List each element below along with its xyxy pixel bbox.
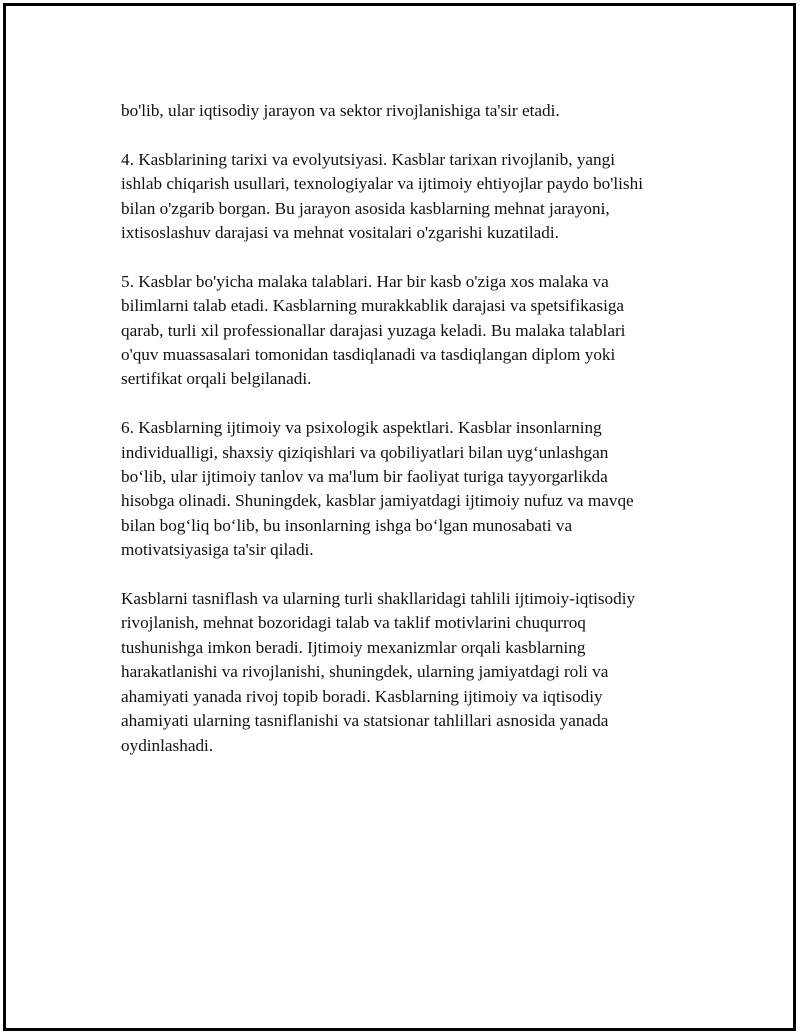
text-line: sertifikat orqali belgilanadi. (121, 369, 312, 389)
text-line: o'quv muassasalari tomonidan tasdiqlanadi va tasdiqlangan diplom yoki (121, 345, 616, 365)
text-line: oydinlashadi. (121, 735, 214, 755)
text-line: harakatlanishi va rivojlanishi, shuningdek, ularning jamiyatdagi roli va (121, 662, 609, 682)
text-line: hisobga olinadi. Shuningdek, kasblar jamiyatdagi ijtimoiy nufuz va mavqe (121, 491, 634, 511)
text-line: motivatsiyasiga ta'sir qiladi. (121, 540, 314, 560)
text-line: ahamiyati yanada rivoj topib boradi. Kasblarning ijtimoiy va iqtisodiy (121, 686, 603, 706)
text-line: bilimlarni talab etadi. Kasblarning murakkablik darajasi va spetsifikasiga (121, 296, 625, 316)
text-line: bilan bog‘liq bo‘lib, bu insonlarning ishga bo‘lgan munosabati va (121, 515, 573, 535)
text-line: 6. Kasblarning ijtimoiy va psixologik aspektlari. Kasblar insonlarning (121, 418, 602, 438)
text-line: bo'lib, ular iqtisodiy jarayon va sektor rivojlanishiga ta'sir etadi. (121, 101, 560, 120)
text-line: ishlab chiqarish usullari, texnologiyalar va ijtimoiy ehtiyojlar paydo bo'lishi (121, 174, 643, 194)
text-line: rivojlanish, mehnat bozoridagi talab va taklif motivlarini chuqurroq (121, 613, 586, 633)
text-line: 4. Kasblarining tarixi va evolyutsiyasi. Kasblar tarixan rivojlanib, yangi (121, 149, 616, 169)
text-line: 5. Kasblar bo'yicha malaka talablari. Har bir kasb o'ziga xos malaka va (121, 271, 609, 291)
paragraph-continuation (121, 99, 691, 123)
text-line: tushunishga imkon beradi. Ijtimoiy mexanizmlar orqali kasblarning (121, 637, 586, 657)
paragraph-4-history (121, 148, 691, 246)
text-line: qarab, turli xil professionallar darajasi yuzaga keladi. Bu malaka talablari (121, 320, 626, 340)
document-body (121, 99, 691, 782)
text-line: Kasblarni tasniflash va ularning turli shakllaridagi tahlili ijtimoiy-iqtisodiy (121, 589, 636, 609)
text-line: bo‘lib, ular ijtimoiy tanlov va ma'lum bir faoliyat turiga tayyorgarlikda (121, 467, 608, 487)
text-line: ahamiyati ularning tasniflanishi va statsionar tahlillari asnosida yanada (121, 711, 609, 731)
paragraph-6-social-aspects (121, 416, 691, 562)
text-line: ixtisoslashuv darajasi va mehnat vositalari o'zgarishi kuzatiladi. (121, 223, 559, 243)
page-frame (3, 3, 796, 1031)
paragraph-conclusion (121, 587, 691, 758)
text-line: individualligi, shaxsiy qiziqishlari va qobiliyatlari bilan uyg‘unlashgan (121, 442, 609, 462)
paragraph-5-qualification (121, 270, 691, 392)
text-line: bilan o'zgarib borgan. Bu jarayon asosida kasblarning mehnat jarayoni, (121, 198, 610, 218)
